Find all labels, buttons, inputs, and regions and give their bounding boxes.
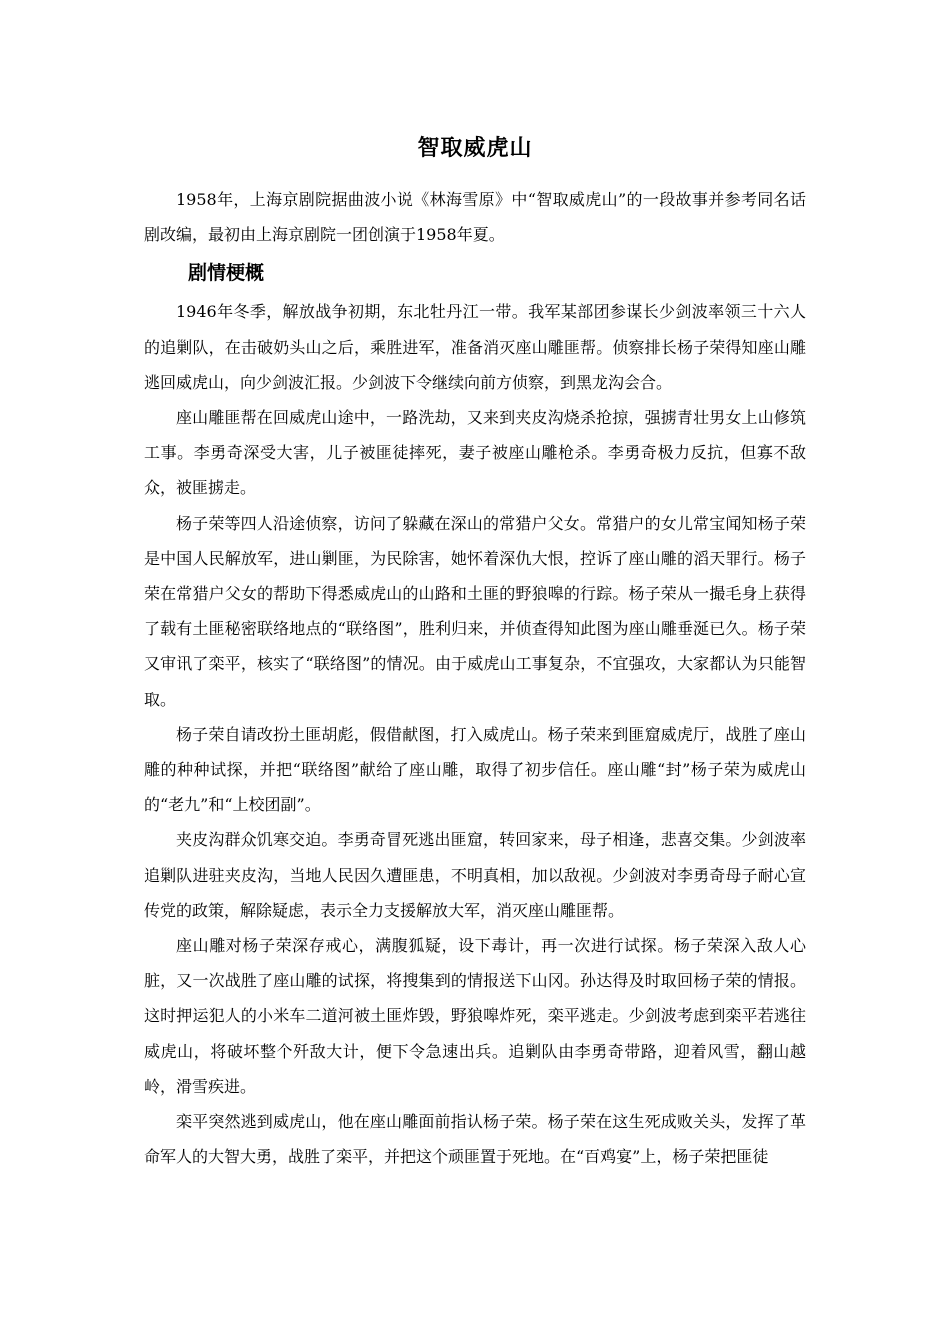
plot-paragraph-1: 1946年冬季，解放战争初期，东北牡丹江一带。我军某部团参谋长少剑波率领三十六人的追剿队，在击破奶头山之后，乘胜进军，准备消灭座山雕匪帮。侦察排长杨子荣得知座山雕逃回威虎山，向少剑波汇报。少剑波下令继续向前方侦察，到黑龙沟会合。 (144, 302, 806, 392)
plot-paragraph-2: 座山雕匪帮在回威虎山途中，一路洗劫，又来到夹皮沟烧杀抢掠，强掳青壮男女上山修筑工事。李勇奇深受大害，儿子被匪徒摔死，妻子被座山雕枪杀。李勇奇极力反抗，但寡不敌众，被匪掳走。 (144, 408, 806, 498)
intro-paragraph: 1958年，上海京剧院据曲波小说《林海雪原》中“智取威虎山”的一段故事并参考同名话剧改编，最初由上海京剧院一团创演于1958年夏。 (144, 190, 806, 245)
plot-paragraph-5: 夹皮沟群众饥寒交迫。李勇奇冒死逃出匪窟，转回家来，母子相逢，悲喜交集。少剑波率追剿队进驻夹皮沟，当地人民因久遭匪患，不明真相，加以敌视。少剑波对李勇奇母子耐心宣传党的政策，解除疑虑，表示全力支援解放大军，消灭座山雕匪帮。 (144, 830, 806, 920)
plot-paragraph-4: 杨子荣自请改扮土匪胡彪，假借献图，打入威虎山。杨子荣来到匪窟威虎厅，战胜了座山雕的种种试探，并把“联络图”献给了座山雕，取得了初步信任。座山雕“封”杨子荣为威虎山的“老九”和“上校团副”。 (144, 724, 806, 815)
document-body (144, 128, 806, 1174)
plot-paragraph-7: 栾平突然逃到威虎山，他在座山雕面前指认杨子荣。杨子荣在这生死成败关头，发挥了革命军人的大智大勇，战胜了栾平，并把这个顽匪置于死地。在“百鸡宴”上，杨子荣把匪徒 (144, 1112, 806, 1167)
section-heading: 剧情梗概 (188, 262, 265, 285)
plot-paragraph-6: 座山雕对杨子荣深存戒心，满腹狐疑，设下毒计，再一次进行试探。杨子荣深入敌人心脏，又一次战胜了座山雕的试探，将搜集到的情报送下山冈。孙达得及时取回杨子荣的情报。这时押运犯人的小米车二道河被土匪炸毁，野狼嗥炸死，栾平逃走。少剑波考虑到栾平若逃往威虎山，将破坏整个歼敌大计，便下令急速出兵。追剿队由李勇奇带路，迎着风雪，翻山越岭，滑雪疾进。 (144, 936, 806, 1096)
plot-paragraph-3: 杨子荣等四人沿途侦察，访问了躲藏在深山的常猎户父女。常猎户的女儿常宝闻知杨子荣是中国人民解放军，进山剿匪，为民除害，她怀着深仇大恨，控诉了座山雕的滔天罪行。杨子荣在常猎户父女的帮助下得悉威虎山的山路和土匪的野狼嗥的行踪。杨子荣从一撮毛身上获得了载有土匪秘密联络地点的“联络图”，胜利归来，并侦查得知此图为座山雕垂涎已久。杨子荣又审讯了栾平，核实了“联络图”的情况。由于威虎山工事复杂，不宜强攻，大家都认为只能智取。 (144, 513, 806, 709)
document-title: 智取威虎山 (417, 136, 533, 161)
